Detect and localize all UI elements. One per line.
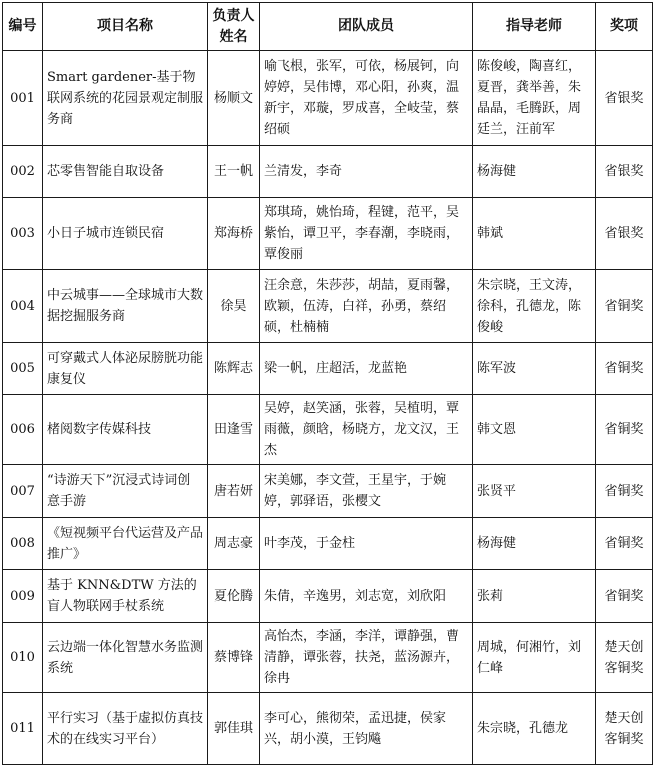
cell-project-name: 云边端一体化智慧水务监测系统 [43, 623, 208, 693]
table-row [3, 623, 653, 693]
cell-project-name: 平行实习（基于虚拟仿真技术的在线实习平台） [43, 693, 208, 765]
cell-members: 兰清发，李奇 [260, 146, 473, 198]
cell-award: 楚天创客铜奖 [596, 693, 653, 765]
cell-members: 喻飞根，张军，可依，杨展钶，向婷婷，吴伟博，邓心阳，孙爽，温新宇，邓璇，罗成喜，全岐莹，蔡绍硕 [260, 51, 473, 146]
cell-project-name: 中云城事——全球城市大数据挖掘服务商 [43, 270, 208, 343]
table-row [3, 570, 653, 623]
cell-members: 李可心，熊彻荣，孟迅捷，侯家兴，胡小漠，王钧飚 [260, 693, 473, 765]
cell-award: 省铜奖 [596, 570, 653, 623]
cell-award: 省银奖 [596, 146, 653, 198]
cell-award: 省铜奖 [596, 518, 653, 570]
cell-members: 叶李茂，于金柱 [260, 518, 473, 570]
cell-leader: 徐昊 [208, 270, 260, 343]
cell-id: 004 [3, 270, 43, 343]
cell-project-name: 小日子城市连锁民宿 [43, 198, 208, 270]
table-row [3, 343, 653, 395]
cell-leader: 蔡博锋 [208, 623, 260, 693]
cell-advisors: 韩斌 [473, 198, 596, 270]
cell-leader: 郭佳琪 [208, 693, 260, 765]
cell-id: 001 [3, 51, 43, 146]
cell-id: 010 [3, 623, 43, 693]
header-id: 编号 [3, 3, 43, 51]
cell-project-name: 《短视频平台代运营及产品推广》 [43, 518, 208, 570]
cell-members: 朱倩，辛逸男，刘志宽，刘欣阳 [260, 570, 473, 623]
table-row [3, 693, 653, 765]
cell-advisors: 张贤平 [473, 465, 596, 518]
cell-award: 省铜奖 [596, 270, 653, 343]
header-award: 奖项 [596, 3, 653, 51]
cell-leader: 夏伦腾 [208, 570, 260, 623]
header-leader: 负责人姓名 [208, 3, 260, 51]
cell-advisors: 朱宗晓，孔德龙 [473, 693, 596, 765]
table-row [3, 270, 653, 343]
cell-advisors: 韩文恩 [473, 395, 596, 465]
cell-id: 011 [3, 693, 43, 765]
cell-award: 省铜奖 [596, 343, 653, 395]
cell-leader: 陈辉志 [208, 343, 260, 395]
table-row [3, 198, 653, 270]
cell-members: 郑琪琦，姚怡琦，程键，范平，吴紫怡，谭卫平，李春潮，李晓雨，覃俊丽 [260, 198, 473, 270]
cell-id: 007 [3, 465, 43, 518]
cell-award: 省铜奖 [596, 465, 653, 518]
cell-project-name: Smart gardener-基于物联网系统的花园景观定制服务商 [43, 51, 208, 146]
table-row [3, 395, 653, 465]
header-row [3, 3, 653, 51]
awards-table [2, 2, 653, 765]
cell-leader: 郑海桥 [208, 198, 260, 270]
cell-advisors: 朱宗晓，王文涛，徐科，孔德龙，陈俊峻 [473, 270, 596, 343]
cell-advisors: 张莉 [473, 570, 596, 623]
cell-advisors: 杨海健 [473, 146, 596, 198]
cell-members: 梁一帆，庄超活，龙蓝艳 [260, 343, 473, 395]
table-row [3, 518, 653, 570]
cell-members: 高怡杰，李涵，李洋，谭静强，曹清静，谭张蓉，扶尧，蓝汤源卉，徐冉 [260, 623, 473, 693]
cell-advisors: 陈俊峻，陶喜红，夏晋，龚举善，朱晶晶，毛腾跃，周廷兰，汪前军 [473, 51, 596, 146]
cell-leader: 田逢雪 [208, 395, 260, 465]
cell-project-name: 可穿戴式人体泌尿膀胱功能康复仪 [43, 343, 208, 395]
cell-leader: 周志豪 [208, 518, 260, 570]
cell-award: 省银奖 [596, 198, 653, 270]
cell-award: 楚天创客铜奖 [596, 623, 653, 693]
cell-id: 005 [3, 343, 43, 395]
cell-award: 省铜奖 [596, 395, 653, 465]
cell-id: 003 [3, 198, 43, 270]
cell-id: 009 [3, 570, 43, 623]
header-project-name: 项目名称 [43, 3, 208, 51]
cell-leader: 杨顺文 [208, 51, 260, 146]
cell-advisors: 周城，何湘竹，刘仁峰 [473, 623, 596, 693]
cell-members: 汪余意，朱莎莎，胡喆，夏雨馨，欧颖，伍涛，白祥，孙勇，蔡绍硕，杜楠楠 [260, 270, 473, 343]
header-advisors: 指导老师 [473, 3, 596, 51]
cell-advisors: 杨海健 [473, 518, 596, 570]
cell-id: 008 [3, 518, 43, 570]
cell-id: 006 [3, 395, 43, 465]
cell-id: 002 [3, 146, 43, 198]
table-row [3, 465, 653, 518]
table-row [3, 51, 653, 146]
cell-project-name: 基于 KNN&DTW 方法的盲人物联网手杖系统 [43, 570, 208, 623]
cell-leader: 唐若妍 [208, 465, 260, 518]
cell-leader: 王一帆 [208, 146, 260, 198]
cell-project-name: “诗游天下”沉浸式诗词创意手游 [43, 465, 208, 518]
cell-members: 宋美娜，李文萱，王星宇，于婉婷，郭驿语，张樱文 [260, 465, 473, 518]
cell-project-name: 楮阅数字传媒科技 [43, 395, 208, 465]
cell-members: 吴婷，赵笑涵，张蓉，吴植明，覃雨薇，颜晗，杨晓方，龙文汉，王杰 [260, 395, 473, 465]
cell-award: 省银奖 [596, 51, 653, 146]
cell-advisors: 陈军波 [473, 343, 596, 395]
header-members: 团队成员 [260, 3, 473, 51]
table-row [3, 146, 653, 198]
cell-project-name: 芯零售智能自取设备 [43, 146, 208, 198]
